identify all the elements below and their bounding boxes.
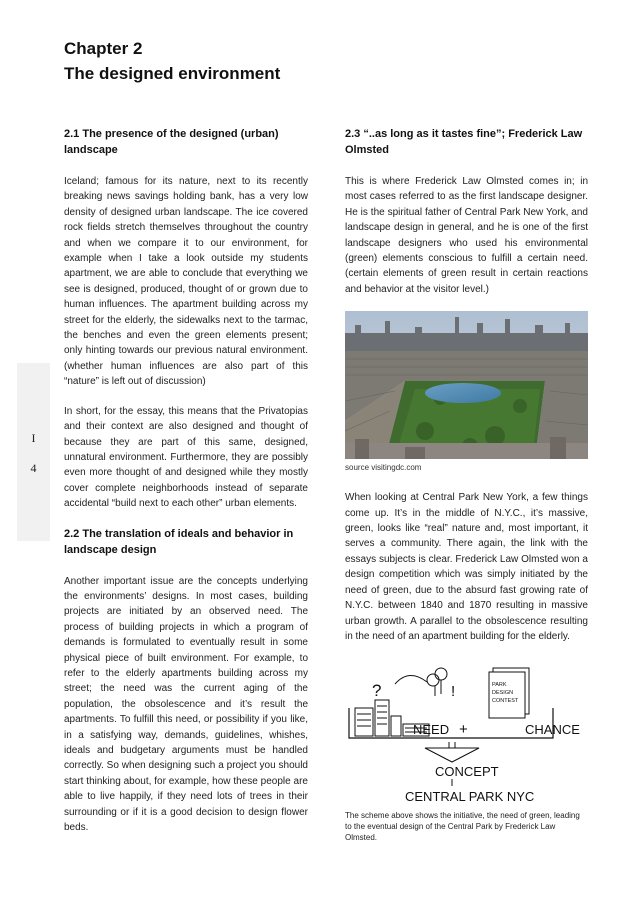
chapter-name: The designed environment: [64, 64, 281, 83]
section-2-1-title: 2.1 The presence of the designed (urban) landscape: [64, 128, 279, 156]
scheme-result-label: CENTRAL PARK NYC: [405, 789, 535, 805]
section-2-1-paragraph-2: In short, for the essay, this means that the Privatopias and their context are also designed and thought of because they are part of this same, designed, unnatural environment. Furthermore, they are possibly even more thought of and designed while they mostly cover complete neighborhoods instead of separate accidental “build next to each other” urban elements.: [64, 405, 308, 510]
section-2-3-paragraph-1: This is where Frederick Law Olmsted comes in; in most cases referred to as the first landscape designer. He is the spiritual father of Central Park New York, and landscape design in general, and he is one of the first landscape designers who used his environmental (green) elements conscious to fulfill a certain need. (certain elements of green result in certain reactions and behavior at the visitor level.): [345, 176, 588, 295]
scheme-chance-label: CHANCE: [525, 722, 580, 738]
left-column: [64, 126, 308, 849]
page-side-tab: [17, 363, 50, 541]
contest-line-1: PARK: [492, 682, 507, 689]
scheme-plus: +: [459, 721, 468, 739]
side-tab-numeral: I: [31, 431, 36, 445]
section-2-3-paragraph-2: When looking at Central Park New York, a few things come up. It’s in the middle of N.Y.C., it’s massive, green, looks like “real” nature and, most important, it serves a community. There again, the link with the essays subjects is clear. Frederick Law Olmsted won a design competition which was simply initiated by the need of green, due to the absurd fast growing rate of N.Y.C. between 1840 and 1870 resulting in massive urban growth. A parallel to the obsolescence resulting in the need of an apartment building for the elderly.: [345, 492, 588, 642]
tree-icon: [427, 668, 447, 696]
scheme-concept-label: CONCEPT: [435, 764, 499, 780]
scheme-need-label: NEED: [413, 722, 450, 738]
scheme-exclamation: !: [451, 683, 456, 701]
section-2-3-title: 2.3 “..as long as it tastes fine”; Frederick Law Olmsted: [345, 128, 583, 156]
central-park-photo: [345, 311, 588, 459]
section-2-2-title: 2.2 The translation of ideals and behavior in landscape design: [64, 527, 294, 556]
contest-line-3: CONTEST: [492, 698, 519, 705]
contest-document-icon: [489, 668, 529, 718]
photo-source-caption: source visitingdc.com: [345, 463, 422, 473]
chapter-title: [64, 36, 280, 86]
section-2-1-paragraph-1: Iceland; famous for its nature, next to its recently breaking news savings holding bank, has a very low density of designed urban landscape. The ice covered rock fields stretch themselves throughout the country and when we compare it to our environment, for example when I take a look outside my students apartment, we are able to conclude that everything we see is designed, produced, thought of or grown due to human influences. The apartment building across my street for the elderly, the sidewalks next to the tarmac, the benches and even the green elements present; only hinting towards our previous natural environment. (whether human influences are also part of this “nature” is left out of discussion): [64, 176, 308, 388]
side-tab-page-number: 4: [30, 461, 37, 475]
arrow-down-icon: [425, 742, 479, 762]
scheme-caption: The scheme above shows the initiative, the need of green, leading to the eventual design of the Central Park by Frederick Law Olmsted.: [345, 811, 580, 843]
arrow-curve-icon: [395, 676, 427, 685]
scheme-question-mark: ?: [372, 681, 382, 701]
right-column: [345, 126, 588, 843]
concept-scheme-diagram: [345, 658, 588, 808]
chapter-number: Chapter 2: [64, 39, 143, 58]
section-2-2-paragraph-1: Another important issue are the concepts underlying the environments’ designs. In most cases, building projects are initiated by an observed need. The process of building projects in which a program of demands is formulated to eventually result in some physical piece of built environment. For example, to refer to the elderly apartments building across my street; the need was the current aging of the population, the obsolescence and it’s result the apartments. To fulfill this need, or possibility if you like, in a satisfying way, demands, guidelines, whishes, ideals and budgetary arguments must be handled correctly. So when designing such a project you should start thinking about, for example, how these people are able to live happily, if they need lots of trees in their surrounding or if it is a good decision to design flower beds.: [64, 575, 308, 834]
contest-line-2: DESIGN: [492, 690, 514, 697]
